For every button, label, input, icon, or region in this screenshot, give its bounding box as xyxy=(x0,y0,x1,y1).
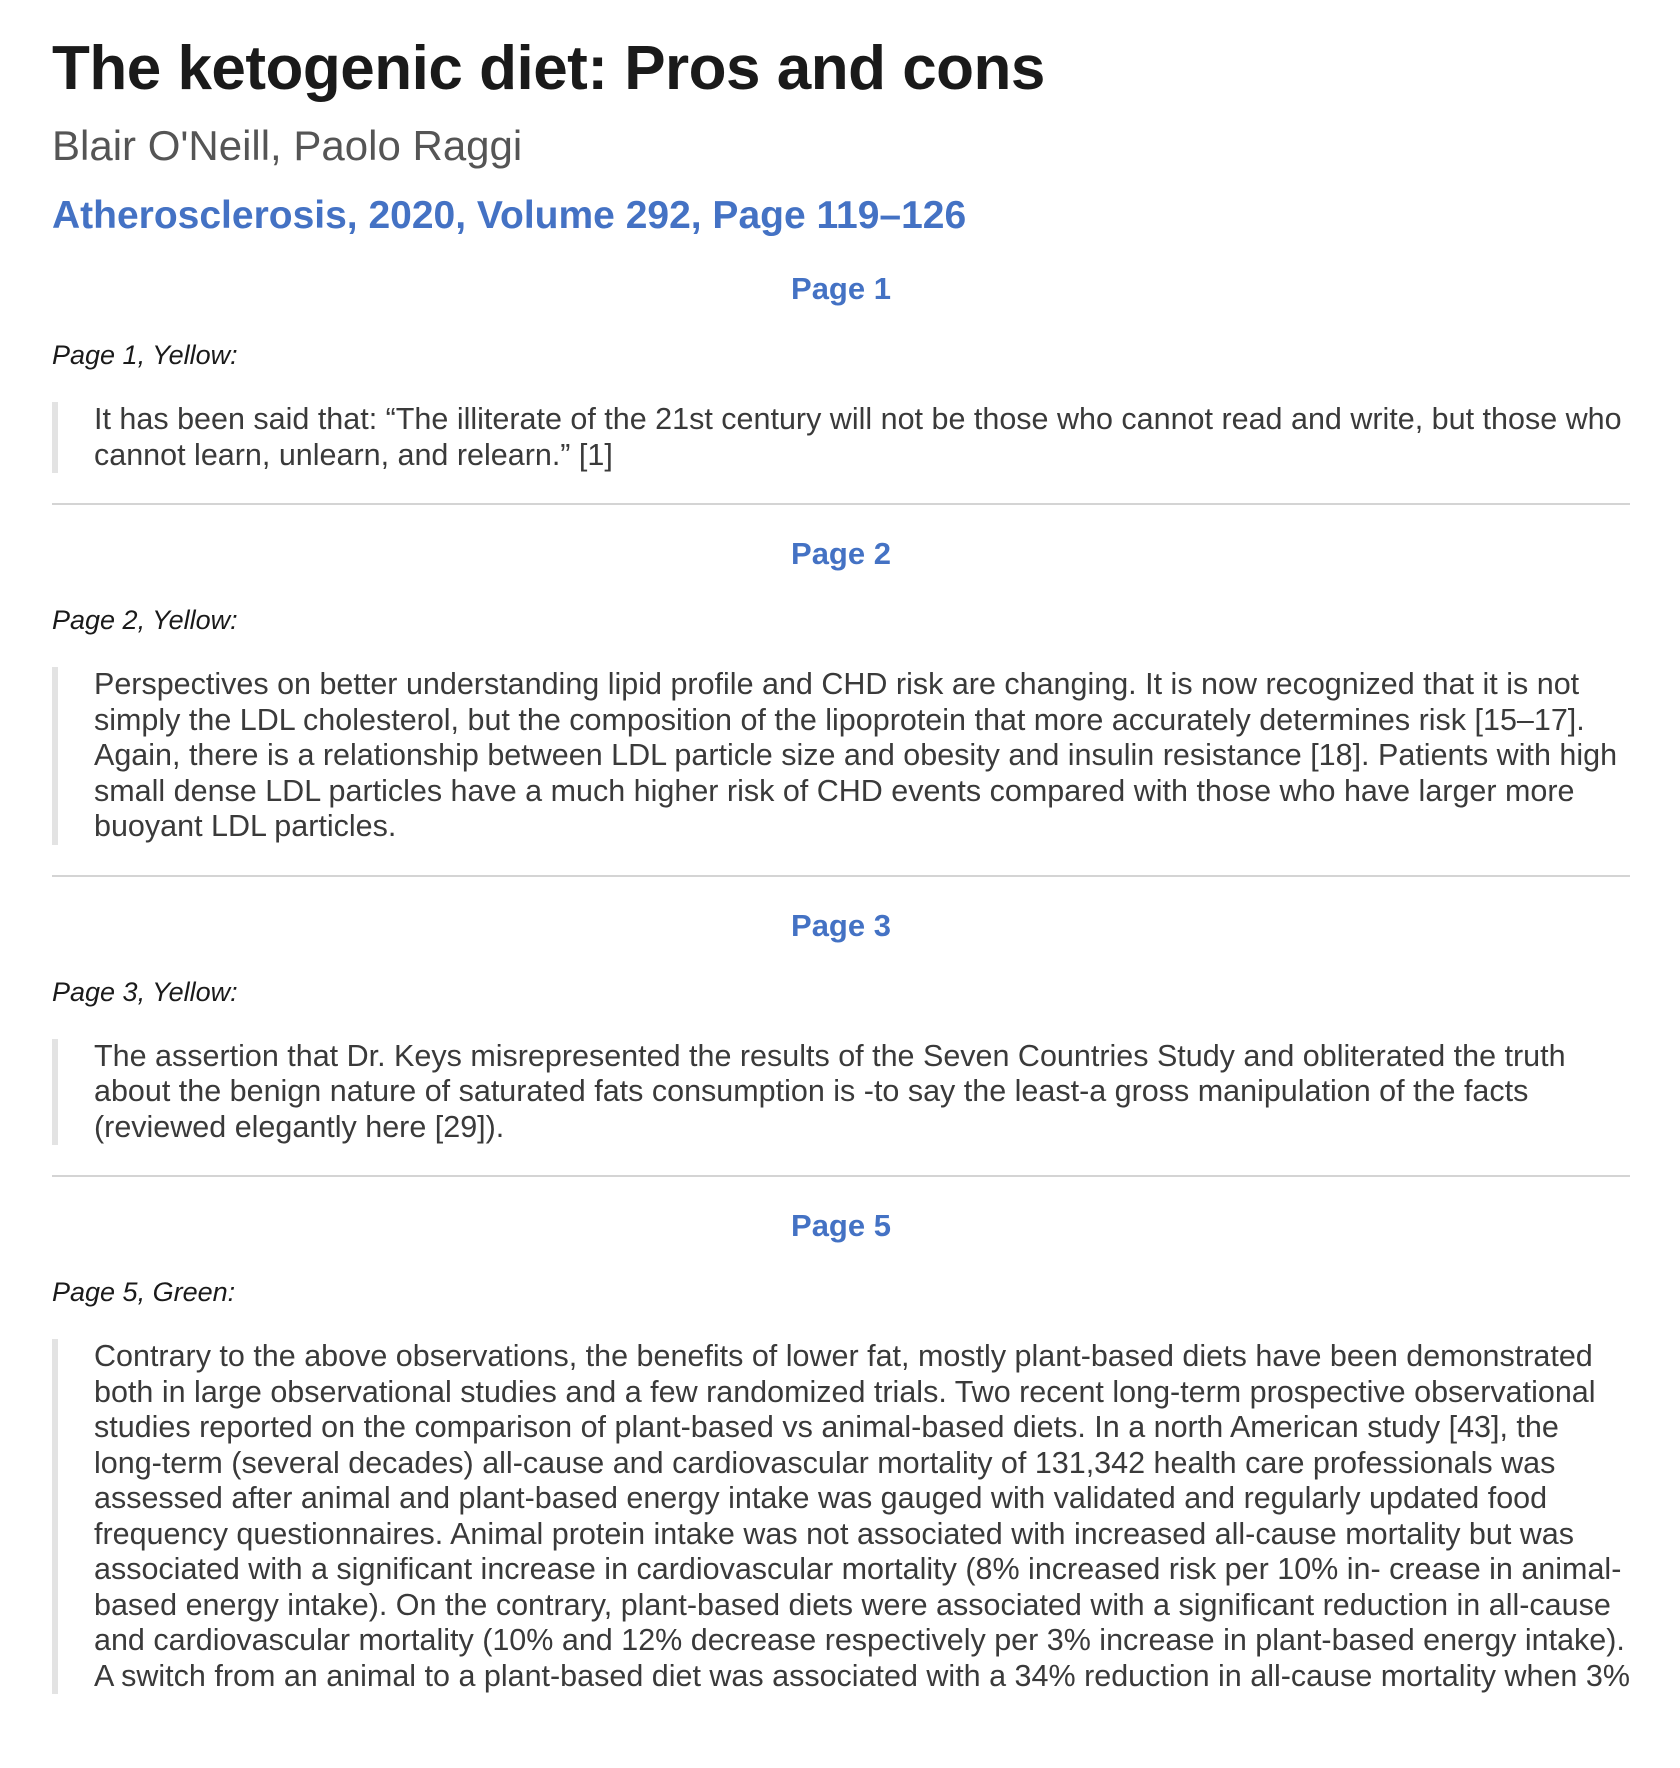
highlight-label: Page 3, Yellow: xyxy=(52,976,238,1007)
page-heading: Page 2 xyxy=(791,536,891,571)
authors: Blair O'Neill, Paolo Raggi xyxy=(52,122,523,169)
section-page-2 xyxy=(52,535,1630,877)
page-heading: Page 3 xyxy=(791,907,891,943)
highlight-quote: It has been said that: “The illiterate of the 21st century will not be those who cannot read and write, but those who cannot learn, unlearn, and relearn.” [1] xyxy=(52,402,1630,473)
highlight-label: Page 2, Yellow: xyxy=(52,605,238,635)
document-title: The ketogenic diet: Pros and cons xyxy=(52,34,1045,103)
section-page-5 xyxy=(52,1207,1630,1724)
section-page-1 xyxy=(52,270,1630,505)
page-heading: Page 5 xyxy=(791,1208,891,1243)
page-heading: Page 1 xyxy=(791,271,891,306)
highlight-label: Page 1, Yellow: xyxy=(52,340,238,370)
highlight-quote: Perspectives on better understanding lipid profile and CHD risk are changing. It is now recognized that it is not simply the LDL cholesterol, but the composition of the lipoprotein that more accurately determines risk [15–17]. Again, there is a relationship between LDL particle size and obesity and insulin resistance [18]. Patients with high small dense LDL particles have a much higher risk of CHD events compared with those who have larger more buoyant LDL particles. xyxy=(52,667,1630,845)
section-page-3 xyxy=(52,907,1630,1178)
citation-link[interactable]: Atherosclerosis, 2020, Volume 292, Page 119–126 xyxy=(52,194,967,237)
highlight-quote: The assertion that Dr. Keys misrepresented the results of the Seven Countries Study and obliterated the truth about the benign nature of saturated fats consumption is -to say the least-a gross manipulation of the facts (reviewed elegantly here [29]). xyxy=(52,1039,1630,1146)
highlight-label: Page 5, Green: xyxy=(52,1277,236,1307)
highlight-quote: Contrary to the above observations, the benefits of lower fat, mostly plant-based diets have been demonstrated both in large observational studies and a few randomized trials. Two recent long-term prospective observational studies reported on the comparison of plant-based vs animal-based diets. In a north American study [43], the long-term (several decades) all-cause and cardiovascular mortality of 131,342 health care professionals was assessed after animal and plant-based energy intake was gauged with validated and regularly updated food frequency questionnaires. Animal protein intake was not associated with increased all-cause mortality but was associated with a significant increase in cardiovascular mortality (8% increased risk per 10% in- crease in animal-based energy intake). On the contrary, plant-based diets were associated with a significant reduction in all-cause and cardiovascular mortality (10% and 12% decrease respectively per 3% increase in plant-based energy intake). A switch from an animal to a plant-based diet was associated with a 34% reduction in all-cause mortality when 3% xyxy=(52,1339,1630,1694)
